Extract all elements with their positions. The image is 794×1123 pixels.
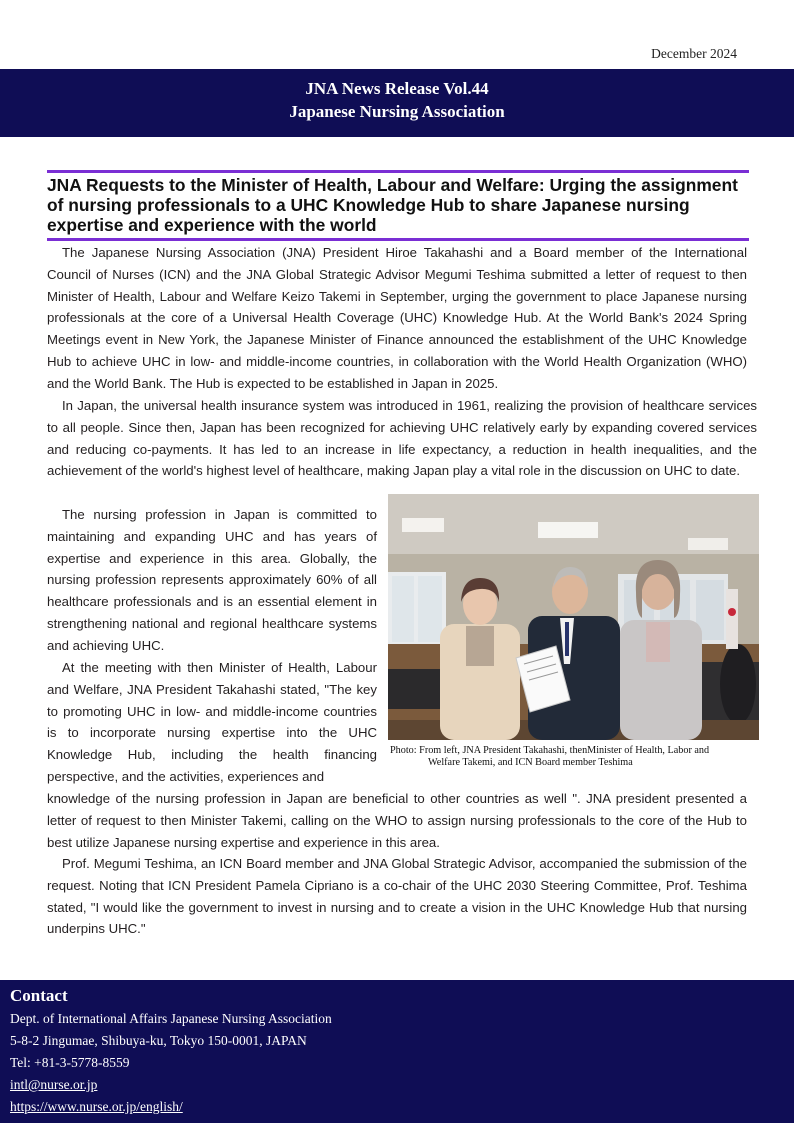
- contact-email-link[interactable]: intl@nurse.or.jp: [10, 1077, 98, 1092]
- contact-address: 5-8-2 Jingumae, Shibuya-ku, Tokyo 150-0001, JAPAN: [10, 1033, 307, 1048]
- article-paragraph: knowledge of the nursing profession in Japan are beneficial to other countries as well ". JNA president presented a letter of request to then Minister Takemi, calling on the WHO to assign nursing professionals to the core of the Hub to best utilize Japanese nursing expertise and experience in this area.: [47, 791, 747, 850]
- photo-caption-line: Photo: From left, JNA President Takahashi, thenMinister of Health, Labor and: [390, 745, 710, 756]
- article-paragraph: At the meeting with then Minister of Health, Labour and Welfare, JNA President Takahashi stated, "The key to promoting UHC in low- and middle-income countries is to incorporate nursing expertise into the UHC Knowledge Hub, including the health financing perspective, and the activities, experiences and: [47, 660, 377, 784]
- contact-section: [0, 980, 794, 1123]
- header-banner: [0, 69, 794, 137]
- photo-caption: [390, 745, 762, 769]
- article-headline: JNA Requests to the Minister of Health, Labour and Welfare: Urging the assignment of nursing professionals to a UHC Knowledge Hub to share Japanese nursing expertise and experience with the world: [47, 175, 738, 235]
- photo-caption-line: Welfare Takemi, and ICN Board member Teshima: [428, 757, 633, 768]
- headline-bottom-rule: [47, 238, 749, 241]
- contact-phone: Tel: +81-3-5778-8559: [10, 1055, 130, 1070]
- organization-name: Japanese Nursing Association: [289, 102, 505, 121]
- meeting-photo: [388, 494, 759, 740]
- contact-department: Dept. of International Affairs Japanese Nursing Association: [10, 1011, 332, 1026]
- headline-top-rule: [47, 170, 749, 173]
- release-date: December 2024: [651, 46, 737, 61]
- article-paragraph: In Japan, the universal health insurance system was introduced in 1961, realizing the provision of healthcare services to all people. Since then, Japan has been recognized for achieving UHC relatively early by expanding covered services and reducing co-payments. It has led to an increase in life expectancy, a reduction in health inequalities, and the achievement of the world's highest level of healthcare, making Japan play a vital role in the discussion on UHC to date.: [47, 398, 757, 479]
- article-paragraph: The Japanese Nursing Association (JNA) President Hiroe Takahashi and a Board member of the International Council of Nurses (ICN) and the JNA Global Strategic Advisor Megumi Teshima submitted a letter of request to then Minister of Health, Labour and Welfare Keizo Takemi in September, urging the government to place Japanese nursing professionals at the core of a Universal Health Coverage (UHC) Knowledge Hub. At the World Bank's 2024 Spring Meetings event in New York, the Japanese Minister of Finance announced the establishment of the UHC Knowledge Hub to achieve UHC in low- and middle-income countries, in collaboration with the World Health Organization (WHO) and the World Bank. The Hub is expected to be established in Japan in 2025.: [47, 245, 747, 391]
- newsletter-title: JNA News Release Vol.44: [305, 79, 489, 98]
- contact-title: Contact: [10, 986, 68, 1005]
- article-paragraph: The nursing profession in Japan is committed to maintaining and expanding UHC and has years of expertise and experience in this area. Globally, the nursing profession represents approximately 60% of all healthcare professionals and is an essential element in strengthening national and regional healthcare systems and achieving UHC.: [47, 507, 377, 653]
- article-paragraph: Prof. Megumi Teshima, an ICN Board member and JNA Global Strategic Advisor, accompanied the submission of the request. Noting that ICN President Pamela Cipriano is a co-chair of the UHC 2030 Steering Committee, Prof. Teshima stated, "I would like the government to invest in nursing and to create a vision in the UHC Knowledge Hub that nursing underpins UHC.": [47, 856, 747, 937]
- contact-website-link[interactable]: https://www.nurse.or.jp/english/: [10, 1099, 183, 1114]
